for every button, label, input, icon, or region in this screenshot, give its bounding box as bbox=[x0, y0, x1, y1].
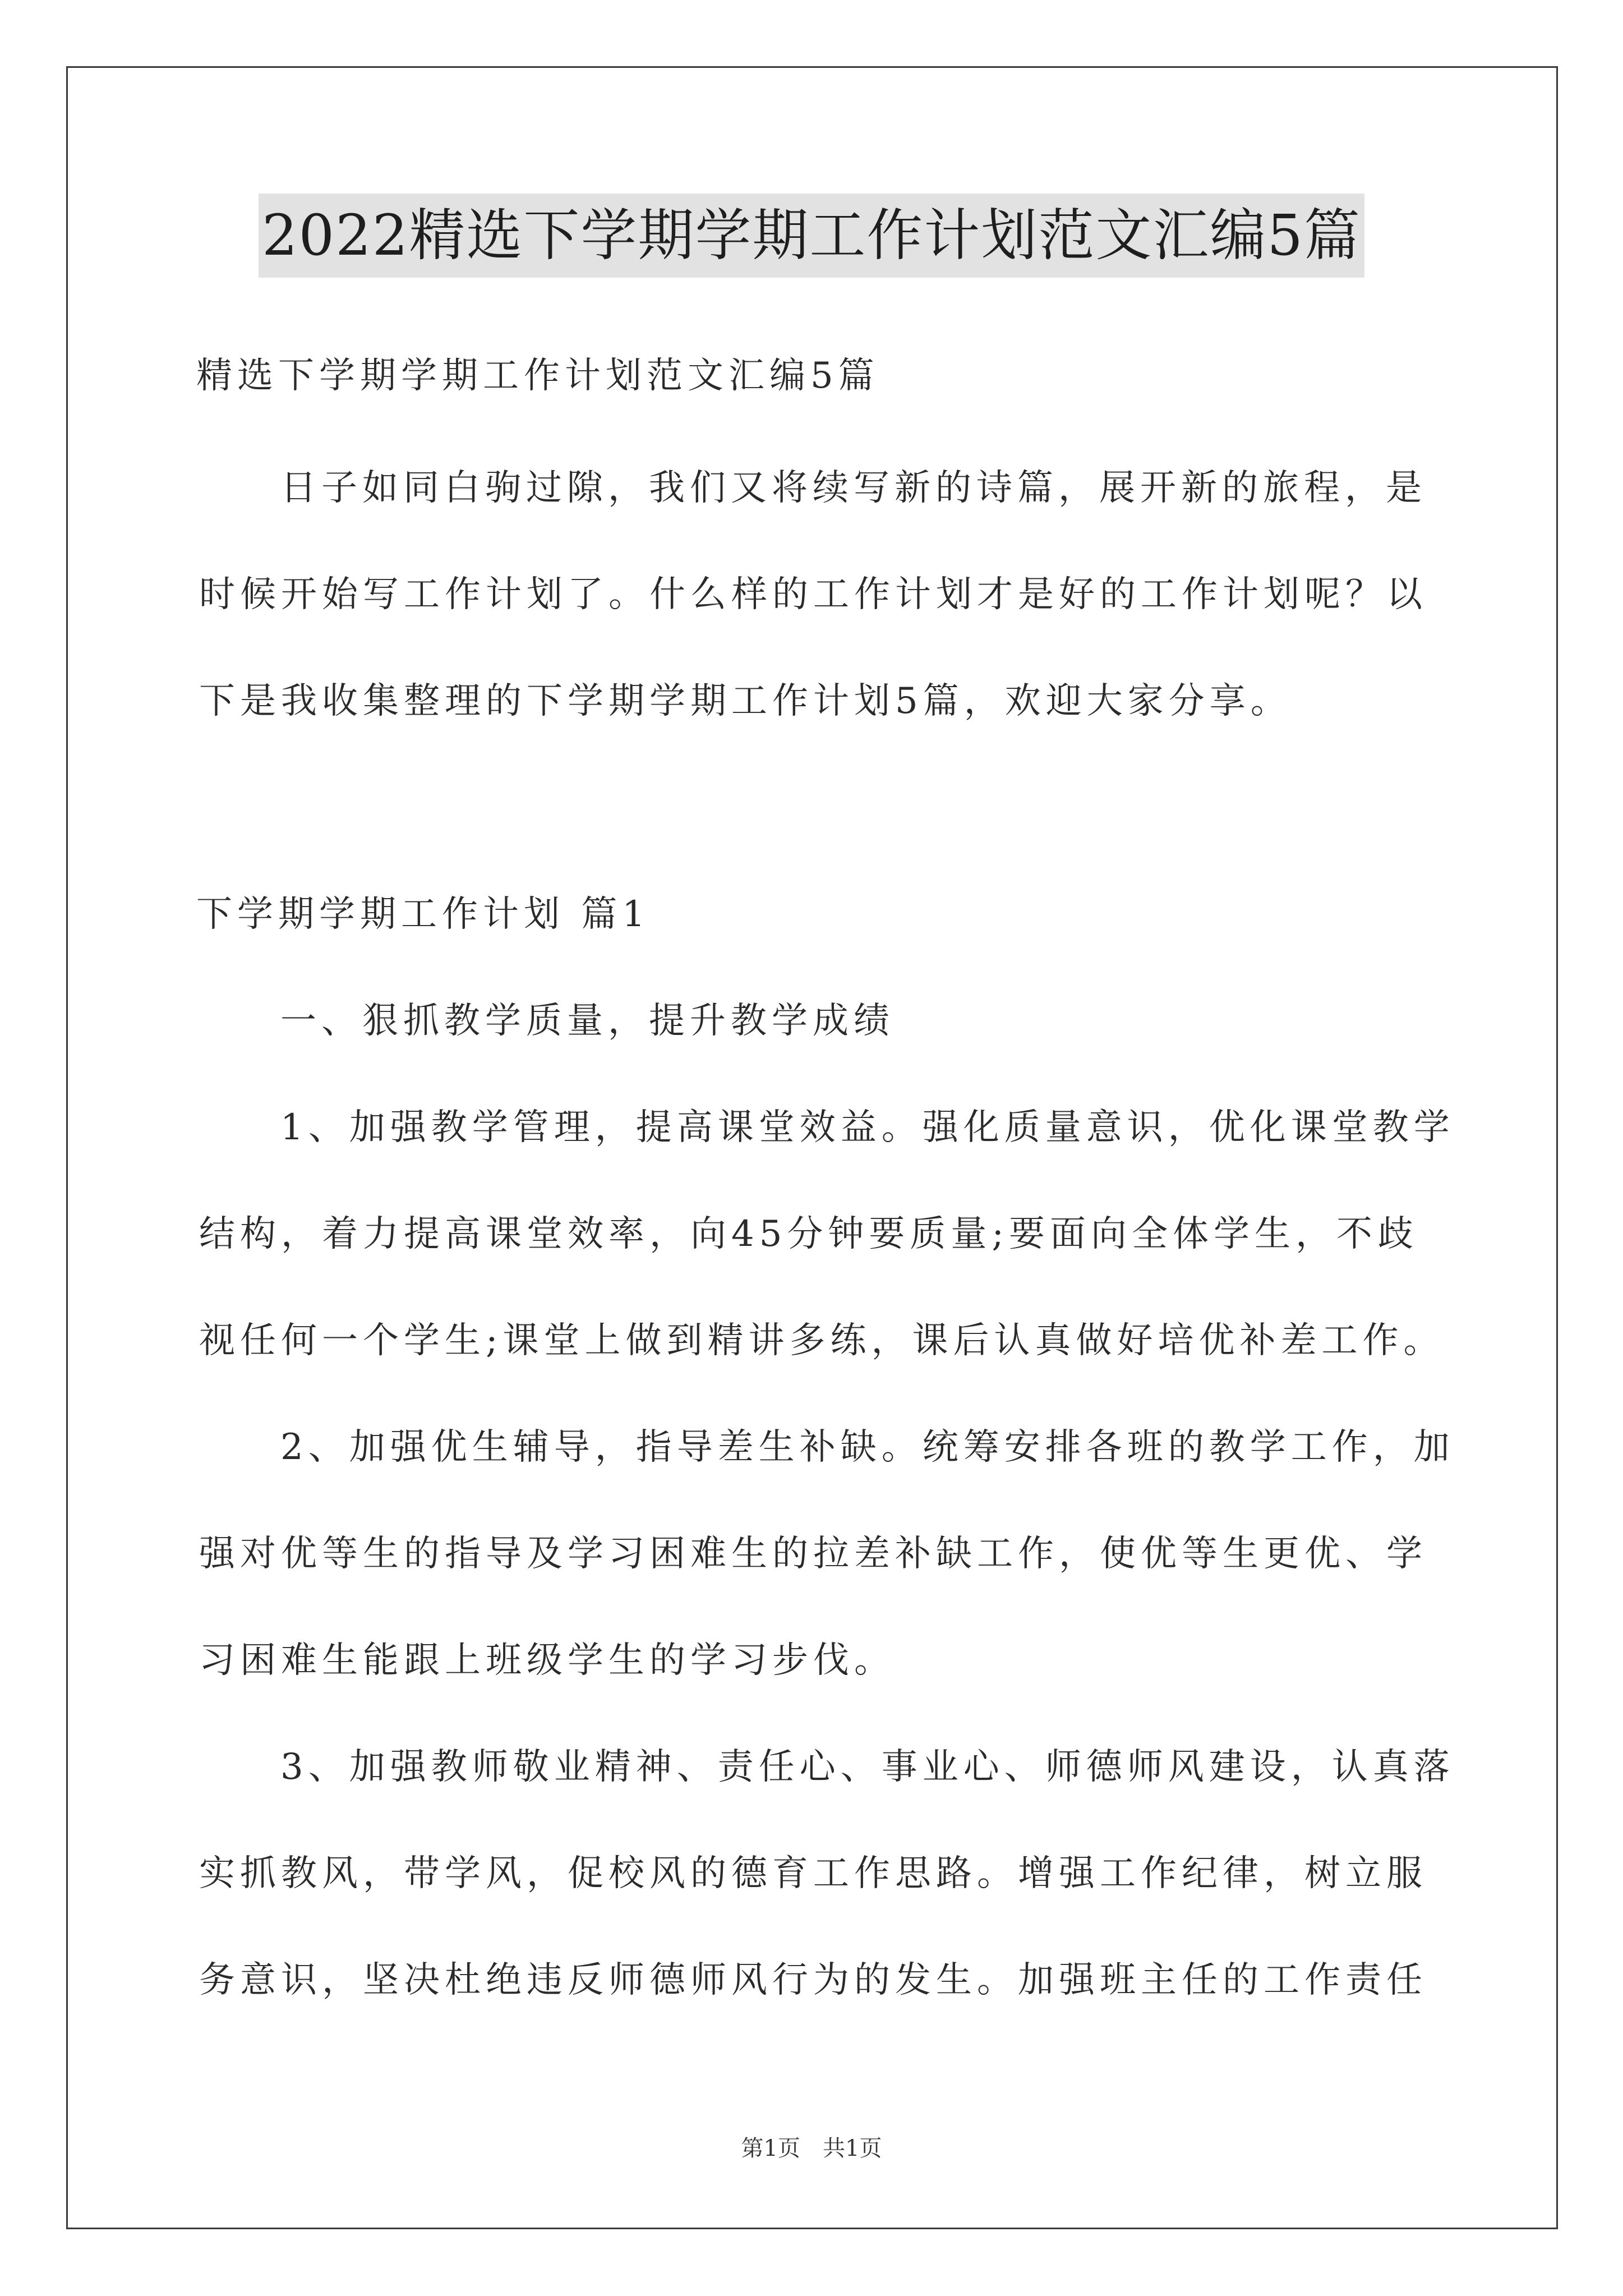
paragraph-line: 1、加强教学管理，提高课堂效益。强化质量意识，优化课堂教学 bbox=[280, 1107, 1455, 1148]
paragraph-line: 视任何一个学生;课堂上做到精讲多练，课后认真做好培优补差工作。 bbox=[199, 1320, 1445, 1361]
document-title: 2022精选下学期学期工作计划范文汇编5篇 bbox=[259, 194, 1364, 278]
subtitle-line: 精选下学期学期工作计划范文汇编5篇 bbox=[196, 355, 879, 397]
page-footer: 第1页 共1页 bbox=[741, 2136, 882, 2161]
title-container bbox=[0, 194, 1623, 278]
paragraph-line: 结构，着力提高课堂效率，向45分钟要质量;要面向全体学生，不歧 bbox=[199, 1213, 1418, 1255]
paragraph-line: 日子如同白驹过隙，我们又将续写新的诗篇，展开新的旅程，是 bbox=[280, 467, 1427, 509]
paragraph-line: 务意识，坚决杜绝违反师德师风行为的发生。加强班主任的工作责任 bbox=[199, 1959, 1427, 2001]
subsection-heading: 一、狠抓教学质量，提升教学成绩 bbox=[280, 1000, 895, 1042]
paragraph-line: 3、加强教师敬业精神、责任心、事业心、师德师风建设，认真落 bbox=[280, 1746, 1455, 1788]
paragraph-line: 实抓教风，带学风，促校风的德育工作思路。增强工作纪律，树立服 bbox=[199, 1853, 1427, 1894]
paragraph-line: 强对优等生的指导及学习困难生的拉差补缺工作，使优等生更优、学 bbox=[199, 1533, 1427, 1575]
paragraph-line: 习困难生能跟上班级学生的学习步伐。 bbox=[199, 1640, 895, 1681]
paragraph-line: 2、加强优生辅导，指导差生补缺。统筹安排各班的教学工作，加 bbox=[280, 1427, 1455, 1468]
paragraph-line: 下是我收集整理的下学期学期工作计划5篇，欢迎大家分享。 bbox=[199, 680, 1292, 722]
section-heading: 下学期学期工作计划 篇1 bbox=[196, 894, 651, 935]
paragraph-line: 时候开始写工作计划了。什么样的工作计划才是好的工作计划呢？以 bbox=[199, 574, 1427, 615]
